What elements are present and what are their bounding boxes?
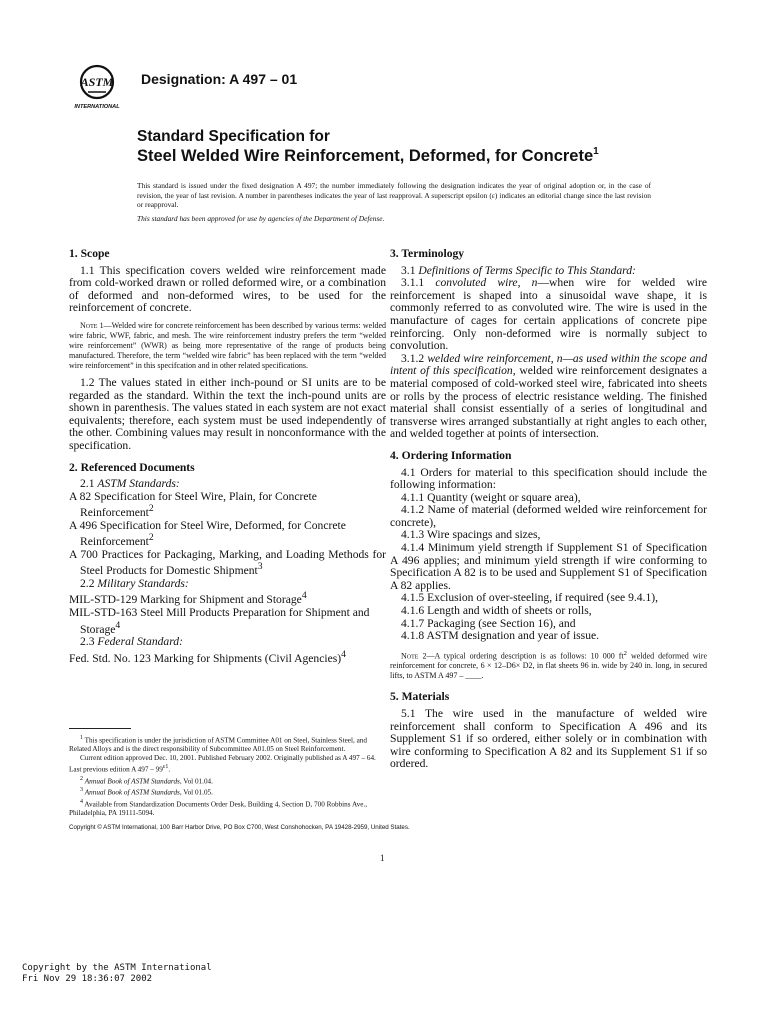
ref-a82-sup: 2 xyxy=(148,503,154,515)
logo-top-text: ASTM xyxy=(80,75,114,89)
para-2-3 xyxy=(69,636,386,649)
footnote-1b-end: . xyxy=(168,765,171,774)
ref-mil163 xyxy=(69,607,386,636)
note-2-text-a: —A typical ordering description is as follows: 10 000 ft xyxy=(426,651,624,661)
footnote-2-mark: 2 xyxy=(80,775,83,782)
ref-fed123 xyxy=(69,649,386,665)
ref-mil129-sup: 4 xyxy=(301,590,307,602)
designation: Designation: A 497 – 01 xyxy=(141,71,298,87)
title-line-1: Standard Specification for xyxy=(137,128,330,145)
footnote-rule xyxy=(69,728,131,729)
note-2-sup: 2 xyxy=(623,649,627,657)
para-3-1-1-term: convoluted wire, n xyxy=(435,276,538,290)
para-3-1-label: Definitions of Terms Specific to This Standard: xyxy=(418,263,636,277)
para-4-1-3: 4.1.3 Wire spacings and sizes, xyxy=(401,528,541,542)
title-line-2 xyxy=(137,146,599,166)
page-number: 1 xyxy=(380,853,385,863)
right-column xyxy=(390,248,707,771)
footnote-3-text: Annual Book of ASTM Standards xyxy=(84,788,180,797)
para-3-1-num: 3.1 xyxy=(401,263,416,277)
ref-a82 xyxy=(69,491,386,520)
ref-mil129 xyxy=(69,590,386,606)
footnotes xyxy=(69,734,386,818)
footnote-2-text: Annual Book of ASTM Standards xyxy=(84,777,180,786)
para-2-2 xyxy=(69,578,386,591)
footnote-4-mark: 4 xyxy=(80,798,83,805)
ref-a496 xyxy=(69,520,386,549)
section-5-heading: 5. Materials xyxy=(390,690,450,704)
standard-note: This standard is issued under the fixed designation A 497; the number immediately following the designation indicates the year of original adoption or, in the case of revision, the year of last revision. A number in parentheses indicates the year of last reapproval. A superscript epsilon (ε) indicates an editorial change since the last revision or reapproval. xyxy=(137,181,651,210)
ref-a700 xyxy=(69,549,386,578)
approved-note: This standard has been approved for use by agencies of the Department of Defense. xyxy=(137,214,385,223)
footnote-4 xyxy=(69,798,386,818)
title-footnote-mark: 1 xyxy=(593,146,599,157)
note-1 xyxy=(69,321,386,371)
para-1-1: 1.1 This specification covers welded wire reinforcement made from cold-worked drawn or rolled deformed wire, or a combination of deformed and non-deformed wires, to be used for the reinforcement of concrete. xyxy=(69,263,386,315)
note-2-label: Note 2 xyxy=(401,651,427,661)
para-3-1-2-text: welded wire reinforcement designates a material composed of cold-worked steel wire, fabricated into sheets or rolls by the process of electric resistance welding. The finished material shall consist essentially of a series of longitudinal and transverse wires arranged substantially at right angles to each other, and welded together at points of intersection. xyxy=(390,364,707,441)
ref-a496-sup: 2 xyxy=(148,532,154,544)
ref-a700-text: A 700 Practices for Packaging, Marking, and Loading Methods for Steel Products for Domestic Shipment xyxy=(69,547,386,578)
bottom-stamp-line-1: Copyright by the ASTM International xyxy=(22,963,212,973)
footnote-2-vol: , Vol 01.04. xyxy=(179,777,213,786)
ref-fed123-text: Fed. Std. No. 123 Marking for Shipments (Civil Agencies) xyxy=(69,651,342,665)
ref-a496-text: A 496 Specification for Steel Wire, Deformed, for Concrete Reinforcement xyxy=(69,518,346,549)
section-4-heading: 4. Ordering Information xyxy=(390,448,512,462)
para-4-1: 4.1 Orders for material to this specification should include the following information: xyxy=(390,465,707,492)
footnote-1 xyxy=(69,734,386,754)
para-2-2-num: 2.2 xyxy=(80,576,95,590)
footnote-1-text: This specification is under the jurisdiction of ASTM Committee A01 on Steel, Stainless Steel, and Related Alloys and is the direct responsibility of Subcommittee A01.05 on Steel Reinforcement. xyxy=(69,736,367,754)
para-3-1-2-num: 3.1.2 xyxy=(401,351,425,365)
para-4-1-8: 4.1.8 ASTM designation and year of issue. xyxy=(401,629,600,643)
ref-mil129-text: MIL-STD-129 Marking for Shipment and Storage xyxy=(69,593,302,607)
para-4-1-7: 4.1.7 Packaging (see Section 16), and xyxy=(401,616,576,630)
ref-a82-text: A 82 Specification for Steel Wire, Plain, for Concrete Reinforcement xyxy=(69,489,317,520)
para-2-2-label: Military Standards: xyxy=(97,576,189,590)
para-4-1-2: 4.1.2 Name of material (deformed welded wire reinforcement for concrete), xyxy=(390,503,707,529)
bottom-stamp xyxy=(22,963,212,984)
para-2-1-num: 2.1 xyxy=(80,477,95,491)
ref-mil163-sup: 4 xyxy=(115,619,121,631)
section-3-heading: 3. Terminology xyxy=(390,247,465,260)
para-5-1: 5.1 The wire used in the manufacture of welded wire reinforcement shall conform to Specification A 496 and its Supplement S1 if so ordered, either solely or in combination with wire conforming to Specification A 82 and its Supplement S1 if so ordered. xyxy=(390,707,707,771)
note-2-text-b: welded deformed wire reinforcement for concrete, 6 × 12–D6× D2, in flat sheets 96 in. wide by 240 in. long, in secured lifts, to ASTM A 497 – ____. xyxy=(390,651,707,681)
left-column xyxy=(69,248,386,665)
para-3-1-1-num: 3.1.1 xyxy=(401,276,425,290)
section-1-heading: 1. Scope xyxy=(69,247,110,260)
para-4-1-6: 4.1.6 Length and width of sheets or rolls, xyxy=(401,604,592,618)
ref-fed123-sup: 4 xyxy=(341,648,346,660)
footnote-1b xyxy=(69,754,386,774)
ref-a700-sup: 3 xyxy=(257,561,263,573)
ref-mil163-text: MIL-STD-163 Steel Mill Products Preparation for Shipment and Storage xyxy=(69,605,370,636)
section-2-heading: 2. Referenced Documents xyxy=(69,460,195,474)
footnote-3-mark: 3 xyxy=(80,787,83,794)
note-1-text: —Welded wire for concrete reinforcement has been described by various terms: welded wire fabric, WWF, fabric, and mesh. The wire reinforcement industry prefers the term “welded wire reinforcement” (WWR) as being more representative of the range of products being manufactured. Therefore, the term “welded wire fabric” has been replaced with the term “welded wire reinforcement” in this specifcation and in other related specifications. xyxy=(69,320,386,370)
footnote-1b-text: Current edition approved Dec. 10, 2001. Published February 2002. Originally published as A 497 – 64. Last previous edition A 497 – 99 xyxy=(69,754,376,774)
para-4-1-1: 4.1.1 Quantity (weight or square area), xyxy=(401,490,581,504)
footnote-3 xyxy=(69,786,386,797)
bottom-stamp-line-2: Fri Nov 29 18:36:07 2002 xyxy=(22,973,153,984)
para-4-1-4: 4.1.4 Minimum yield strength if Supplement S1 of Specification A 496 applies; and minimum yield strength if wire conforming to Specification A 82 is to be used and Supplement S1 of Specification A 82 applies. xyxy=(390,541,707,592)
note-2 xyxy=(390,649,707,682)
footnote-4-text: Available from Standardization Documents Order Desk, Building 4, Section D, 700 Robbins Ave., Philadelphia, PA 19111-5094. xyxy=(69,799,367,817)
para-3-1-2 xyxy=(390,353,707,441)
astm-logo xyxy=(66,64,128,112)
para-2-1-label: ASTM Standards: xyxy=(97,477,180,491)
para-3-1-2-term: welded wire reinforcement, n—as used within the scope and intent of this specification, xyxy=(390,351,707,378)
para-1-2: 1.2 The values stated in either inch-pound or SI units are to be regarded as the standard. Within the text the inch-pound units are shown in parenthesis. The values stated in each system are not exact equivalents; therefore, each system must be used independently of the other. Combining values may result in nonconformance with the specification. xyxy=(69,375,386,452)
para-4-1-5: 4.1.5 Exclusion of over-steeling, if required (see 9.4.1), xyxy=(401,591,659,605)
para-3-1-1 xyxy=(390,277,707,353)
para-3-1-1-text: —when wire for welded wire reinforcement is shaped into a sinusoidal wave shape, it is commonly referred to as convoluted wire. The wire is used in the manufacture of cages for certain applications of concrete pipe reinforcing. Only non-deformed wire is normally subject to convolution. xyxy=(390,276,707,353)
note-1-label: Note 1 xyxy=(80,320,104,330)
footnote-1b-sup: ε1 xyxy=(162,764,169,771)
copyright-line: Copyright © ASTM International, 100 Barr Harbor Drive, PO Box C700, West Conshohocken, PA 19428-2959, United States. xyxy=(69,824,410,831)
footnote-1-mark: 1 xyxy=(80,735,83,741)
logo-bottom-text: INTERNATIONAL xyxy=(74,104,120,110)
footnote-2 xyxy=(69,775,386,786)
footnote-3-vol: , Vol 01.05. xyxy=(179,788,213,797)
para-2-3-label: Federal Standard: xyxy=(97,634,183,648)
title-text: Steel Welded Wire Reinforcement, Deformed, for Concrete xyxy=(137,147,594,165)
para-2-3-num: 2.3 xyxy=(80,634,95,648)
